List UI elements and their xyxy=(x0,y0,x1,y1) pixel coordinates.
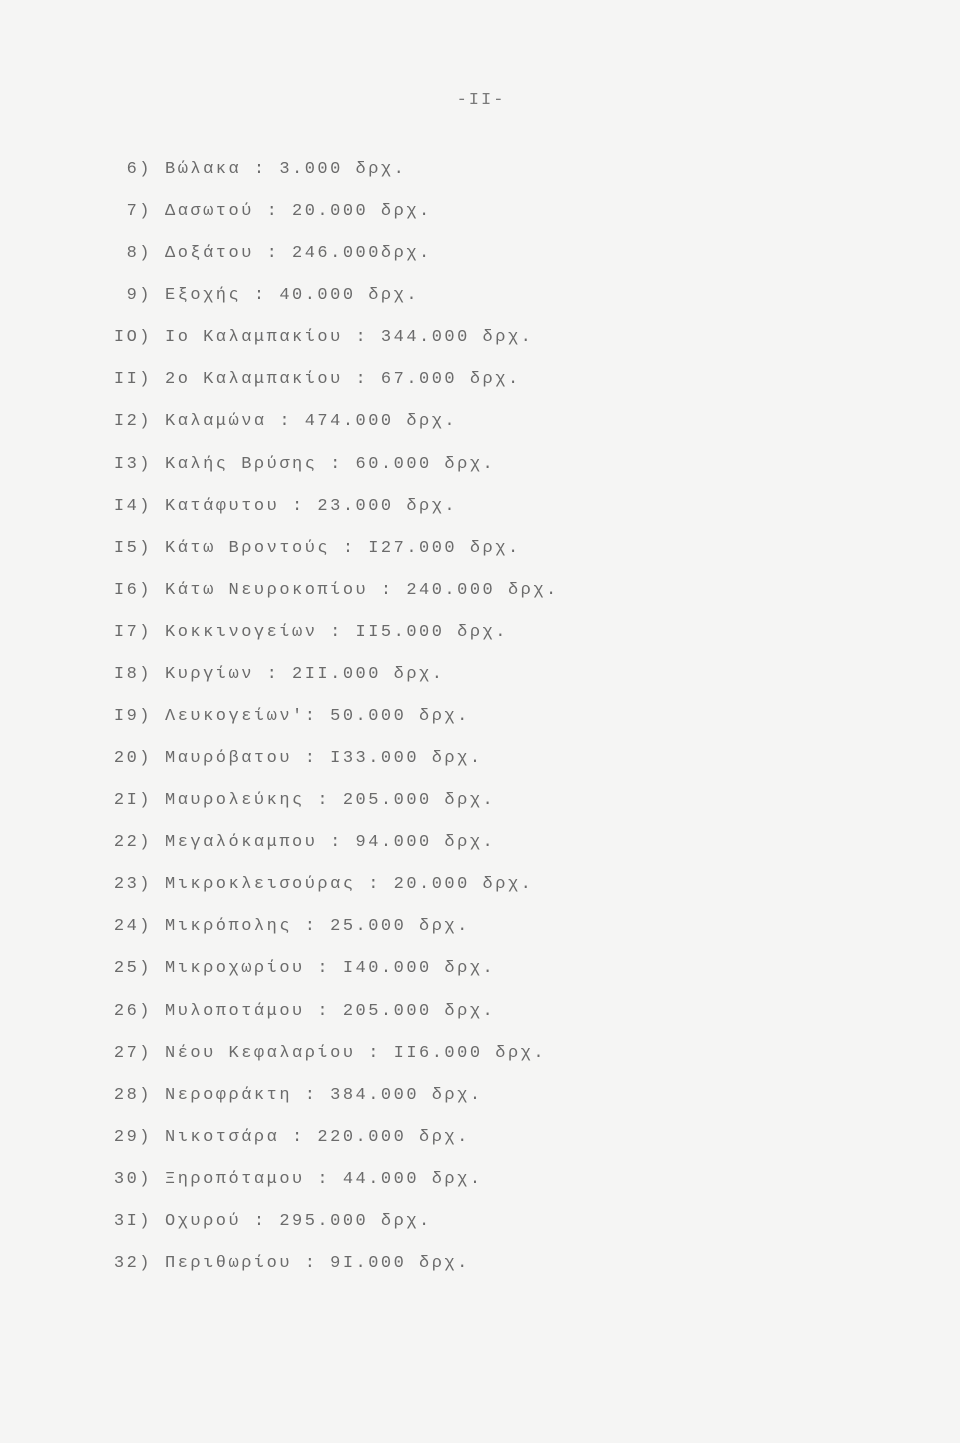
item-text: Εξοχής : 40.000 δρχ. xyxy=(165,286,420,306)
list-item xyxy=(0,486,960,528)
item-number: I4) xyxy=(113,496,152,516)
item-text: Νεροφράκτη : 384.000 δρχ. xyxy=(165,1085,483,1105)
list-item xyxy=(0,906,960,948)
list-item xyxy=(0,570,960,612)
list-item xyxy=(0,822,960,864)
item-text: Λευκογείων': 50.000 δρχ. xyxy=(165,707,470,727)
item-number: 2I) xyxy=(113,791,152,811)
list-item xyxy=(0,528,960,570)
item-number: I6) xyxy=(113,580,152,600)
item-text: Κάτω Νευροκοπίου : 240.000 δρχ. xyxy=(165,580,559,600)
item-text: Μεγαλόκαμπου : 94.000 δρχ. xyxy=(165,833,496,853)
item-text: Μικροχωρίου : I40.000 δρχ. xyxy=(165,959,496,979)
amount-list xyxy=(0,149,960,1285)
item-text: Κάτω Βροντούς : I27.000 δρχ. xyxy=(165,538,521,558)
list-item xyxy=(0,1033,960,1075)
page-number: -II- xyxy=(456,91,506,110)
item-number: II) xyxy=(113,370,152,390)
item-number: 9) xyxy=(126,286,152,306)
item-text: Μικρόπολης : 25.000 δρχ. xyxy=(165,917,470,937)
list-item xyxy=(0,1159,960,1201)
list-item xyxy=(0,991,960,1033)
item-text: Καλής Βρύσης : 60.000 δρχ. xyxy=(165,454,496,474)
list-item xyxy=(0,1117,960,1159)
list-item xyxy=(0,359,960,401)
list-item xyxy=(0,1201,960,1243)
list-item xyxy=(0,1075,960,1117)
item-text: Μαυρόβατου : I33.000 δρχ. xyxy=(165,749,483,769)
list-item xyxy=(0,696,960,738)
list-item xyxy=(0,654,960,696)
item-number: 22) xyxy=(113,833,152,853)
item-number: 28) xyxy=(113,1085,152,1105)
item-text: Δοξάτου : 246.000δρχ. xyxy=(165,244,432,264)
list-item xyxy=(0,612,960,654)
item-text: Κυργίων : 2II.000 δρχ. xyxy=(165,664,445,684)
list-item xyxy=(0,149,960,191)
list-item xyxy=(0,233,960,275)
item-number: 30) xyxy=(113,1169,152,1189)
list-item xyxy=(0,780,960,822)
item-number: 32) xyxy=(113,1254,152,1274)
item-number: IO) xyxy=(113,328,152,348)
item-number: 26) xyxy=(113,1001,152,1021)
item-number: 24) xyxy=(113,917,152,937)
list-item xyxy=(0,738,960,780)
item-number: I3) xyxy=(113,454,152,474)
item-number: I8) xyxy=(113,664,152,684)
item-number: 3I) xyxy=(113,1211,152,1231)
item-text: Μικροκλεισούρας : 20.000 δρχ. xyxy=(165,875,534,895)
item-number: I9) xyxy=(113,707,152,727)
item-number: 27) xyxy=(113,1043,152,1063)
item-text: Ξηροπόταμου : 44.000 δρχ. xyxy=(165,1169,483,1189)
item-number: 23) xyxy=(113,875,152,895)
item-text: Καλαμώνα : 474.000 δρχ. xyxy=(165,412,458,432)
item-number: 29) xyxy=(113,1127,152,1147)
item-number: 20) xyxy=(113,749,152,769)
list-item xyxy=(0,191,960,233)
list-item xyxy=(0,317,960,359)
item-number: 6) xyxy=(126,160,152,179)
item-number: 7) xyxy=(126,202,152,222)
list-item xyxy=(0,275,960,317)
list-item xyxy=(0,401,960,443)
item-number: I5) xyxy=(113,538,152,558)
list-item xyxy=(0,948,960,990)
item-text: 2ο Καλαμπακίου : 67.000 δρχ. xyxy=(165,370,521,390)
item-number: 25) xyxy=(113,959,152,979)
item-text: Μυλοποτάμου : 205.000 δρχ. xyxy=(165,1001,496,1021)
item-number: 8) xyxy=(126,244,152,264)
item-text: Νικοτσάρα : 220.000 δρχ. xyxy=(165,1127,470,1147)
item-text: Οχυρού : 295.000 δρχ. xyxy=(165,1211,432,1231)
item-text: Βώλακα : 3.000 δρχ. xyxy=(165,160,407,179)
item-number: I7) xyxy=(113,622,152,642)
list-item xyxy=(0,1243,960,1285)
item-text: Περιθωρίου : 9I.000 δρχ. xyxy=(165,1254,470,1274)
item-text: Κοκκινογείων : II5.000 δρχ. xyxy=(165,622,508,642)
item-text: Κατάφυτου : 23.000 δρχ. xyxy=(165,496,458,516)
item-number: I2) xyxy=(113,412,152,432)
list-item xyxy=(0,444,960,486)
item-text: Νέου Κεφαλαρίου : II6.000 δρχ. xyxy=(165,1043,547,1063)
list-item xyxy=(0,864,960,906)
item-text: Μαυρολεύκης : 205.000 δρχ. xyxy=(165,791,496,811)
item-text: Iο Καλαμπακίου : 344.000 δρχ. xyxy=(165,328,534,348)
item-text: Δασωτού : 20.000 δρχ. xyxy=(165,202,432,222)
